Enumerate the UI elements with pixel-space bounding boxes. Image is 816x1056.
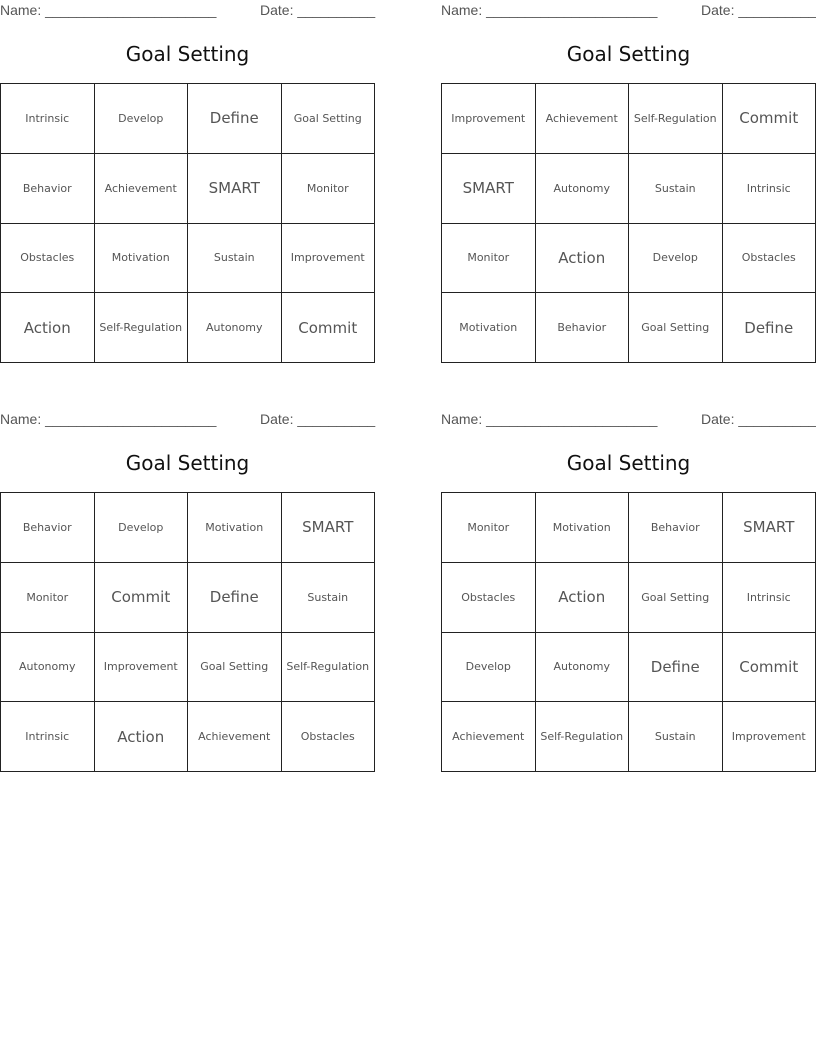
date-field: Date: __________ [260, 411, 376, 427]
bingo-cell: SMART [723, 493, 816, 563]
bingo-cell: Self-Regulation [629, 84, 723, 154]
bingo-card [0, 0, 375, 364]
bingo-cell: Define [188, 84, 282, 154]
bingo-cell: Develop [629, 224, 723, 294]
bingo-cell: Monitor [282, 154, 376, 224]
name-field: Name: ______________________ [441, 2, 658, 18]
bingo-cell: Action [1, 293, 95, 363]
bingo-cell: Autonomy [536, 154, 630, 224]
bingo-card [441, 0, 816, 364]
bingo-cell: Intrinsic [723, 154, 816, 224]
bingo-cell: Commit [282, 293, 376, 363]
bingo-cell: Sustain [282, 563, 376, 633]
bingo-cell: Intrinsic [723, 563, 816, 633]
bingo-cell: Action [536, 563, 630, 633]
bingo-cell: Action [536, 224, 630, 294]
bingo-cell: Behavior [629, 493, 723, 563]
bingo-cell: Commit [723, 84, 816, 154]
date-field: Date: __________ [701, 411, 816, 427]
card-title: Goal Setting [125, 451, 250, 475]
card-header [0, 411, 375, 429]
bingo-card [441, 409, 816, 773]
bingo-grid [441, 492, 816, 772]
bingo-cell: Develop [95, 84, 189, 154]
bingo-cell: Obstacles [723, 224, 816, 294]
card-header [441, 2, 816, 20]
bingo-cell: Self-Regulation [536, 702, 630, 772]
bingo-cell: Autonomy [1, 633, 95, 703]
bingo-cell: Develop [95, 493, 189, 563]
card-header [0, 2, 375, 20]
bingo-cell: Define [723, 293, 816, 363]
bingo-cell: Achievement [442, 702, 536, 772]
bingo-cell: Improvement [95, 633, 189, 703]
bingo-cell: Self-Regulation [282, 633, 376, 703]
bingo-cell: Motivation [442, 293, 536, 363]
bingo-cell: Achievement [536, 84, 630, 154]
bingo-cell: Obstacles [1, 224, 95, 294]
name-field: Name: ______________________ [0, 411, 217, 427]
bingo-cell: Obstacles [442, 563, 536, 633]
bingo-cell: Commit [723, 633, 816, 703]
bingo-cell: Achievement [188, 702, 282, 772]
bingo-cell: SMART [282, 493, 376, 563]
bingo-cell: SMART [442, 154, 536, 224]
name-field: Name: ______________________ [441, 411, 658, 427]
bingo-cell: Motivation [188, 493, 282, 563]
bingo-cell: Improvement [282, 224, 376, 294]
bingo-cell: Autonomy [188, 293, 282, 363]
bingo-cell: Self-Regulation [95, 293, 189, 363]
bingo-cell: Sustain [629, 154, 723, 224]
bingo-cell: Monitor [442, 493, 536, 563]
bingo-cell: Develop [442, 633, 536, 703]
bingo-card [0, 409, 375, 773]
bingo-cell: Achievement [95, 154, 189, 224]
bingo-grid [441, 83, 816, 363]
card-title: Goal Setting [566, 42, 691, 66]
card-title: Goal Setting [125, 42, 250, 66]
bingo-cell: Sustain [629, 702, 723, 772]
bingo-cell: Commit [95, 563, 189, 633]
bingo-cell: Goal Setting [282, 84, 376, 154]
bingo-cell: Motivation [95, 224, 189, 294]
bingo-cell: Behavior [1, 154, 95, 224]
bingo-cell: Behavior [1, 493, 95, 563]
bingo-cell: Obstacles [282, 702, 376, 772]
bingo-cell: Monitor [1, 563, 95, 633]
bingo-cell: Sustain [188, 224, 282, 294]
bingo-cell: Intrinsic [1, 702, 95, 772]
bingo-cell: SMART [188, 154, 282, 224]
bingo-cell: Goal Setting [629, 563, 723, 633]
bingo-cell: Goal Setting [629, 293, 723, 363]
date-field: Date: __________ [701, 2, 816, 18]
bingo-cell: Goal Setting [188, 633, 282, 703]
card-header [441, 411, 816, 429]
bingo-cell: Autonomy [536, 633, 630, 703]
card-title: Goal Setting [566, 451, 691, 475]
bingo-cell: Define [188, 563, 282, 633]
bingo-cell: Intrinsic [1, 84, 95, 154]
bingo-cell: Improvement [442, 84, 536, 154]
bingo-cell: Improvement [723, 702, 816, 772]
bingo-grid [0, 83, 375, 363]
bingo-cell: Motivation [536, 493, 630, 563]
bingo-cell: Behavior [536, 293, 630, 363]
bingo-cell: Define [629, 633, 723, 703]
name-field: Name: ______________________ [0, 2, 217, 18]
bingo-grid [0, 492, 375, 772]
bingo-cell: Action [95, 702, 189, 772]
date-field: Date: __________ [260, 2, 376, 18]
bingo-cell: Monitor [442, 224, 536, 294]
